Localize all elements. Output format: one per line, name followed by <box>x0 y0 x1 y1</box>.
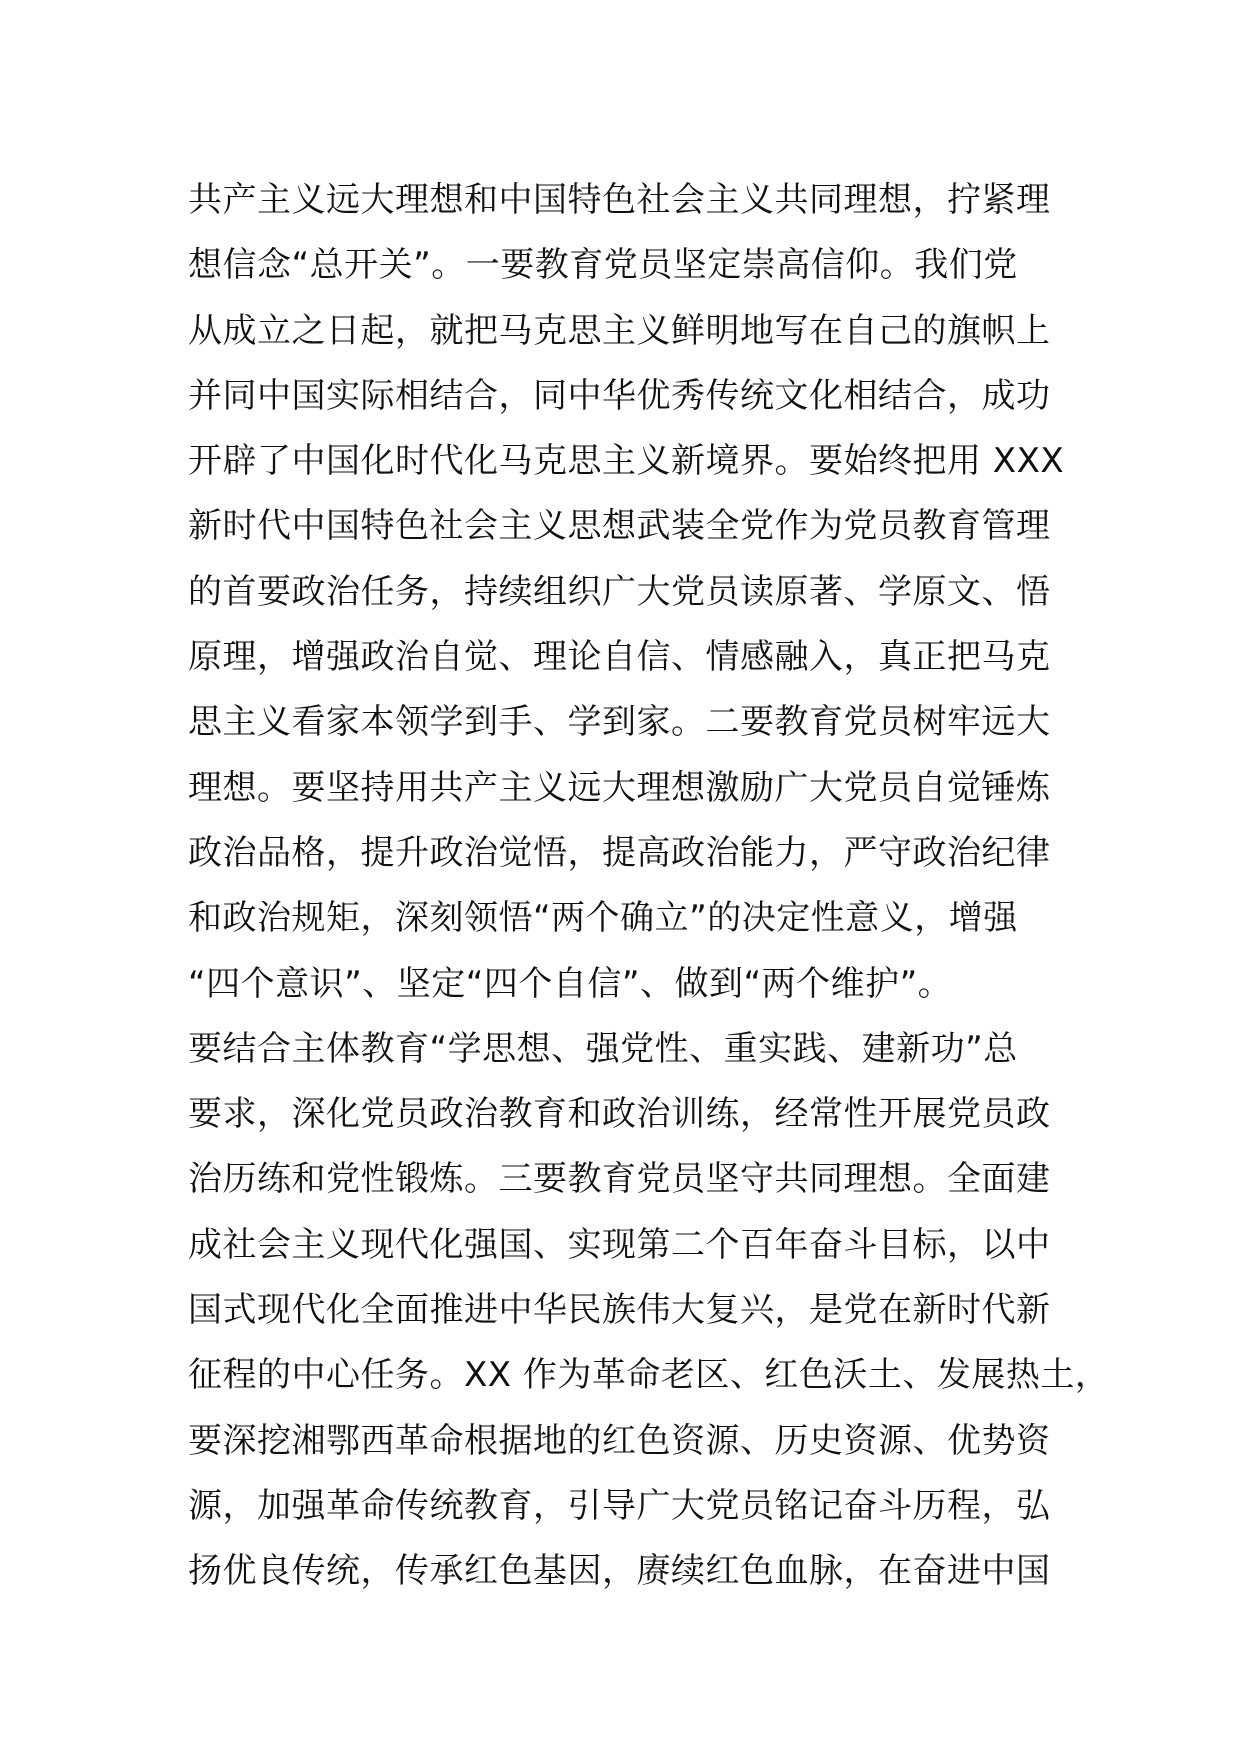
text-line: 的首要政治任务，持续组织广大党员读原著、学原文、悟 <box>188 571 1051 612</box>
text-line: 想信念“总开关”。一要教育党员坚定崇高信仰。我们党 <box>188 245 1018 286</box>
text-line: 从成立之日起，就把马克思主义鲜明地写在自己的旗帜上 <box>188 310 1051 351</box>
text-line: 征程的中心任务。XX 作为革命老区、红色沃土、发展热土， <box>188 1355 1110 1396</box>
text-line: 原理，增强政治自觉、理论自信、情感融入，真正把马克 <box>188 637 1051 678</box>
text-line: 要结合主体教育“学思想、强党性、重实践、建新功”总 <box>188 1028 1018 1069</box>
text-line: 成社会主义现代化强国、实现第二个百年奋斗目标，以中 <box>188 1224 1051 1265</box>
text-line: 思主义看家本领学到手、学到家。二要教育党员树牢远大 <box>188 702 1051 743</box>
text-line: 治历练和党性锻炼。三要教育党员坚守共同理想。全面建 <box>188 1159 1051 1200</box>
text-line: 共产主义远大理想和中国特色社会主义共同理想，拧紧理 <box>188 180 1051 220</box>
text-line: 理想。要坚持用共产主义远大理想激励广大党员自觉锤炼 <box>188 767 1051 808</box>
text-line: “四个意识”、坚定“四个自信”、做到“两个维护”。 <box>188 963 953 1004</box>
text-line: 开辟了中国化时代化马克思主义新境界。要始终把用 XXX <box>188 441 1065 482</box>
text-line: 国式现代化全面推进中华民族伟大复兴，是党在新时代新 <box>188 1290 1051 1331</box>
text-line: 和政治规矩，深刻领悟“两个确立”的决定性意义，增强 <box>188 898 1018 939</box>
text-line: 扬优良传统，传承红色基因，赓续红色血脉，在奋进中国 <box>188 1551 1051 1592</box>
text-line: 要深挖湘鄂西革命根据地的红色资源、历史资源、优势资 <box>188 1420 1051 1461</box>
text-line: 源，加强革命传统教育，引导广大党员铭记奋斗历程，弘 <box>188 1485 1051 1526</box>
text-line: 要求，深化党员政治教育和政治训练，经常性开展党员政 <box>188 1094 1051 1135</box>
text-line: 并同中国实际相结合，同中华优秀传统文化相结合，成功 <box>188 375 1051 416</box>
text-line: 政治品格，提升政治觉悟，提高政治能力，严守政治纪律 <box>188 832 1051 873</box>
text-line: 新时代中国特色社会主义思想武装全党作为党员教育管理 <box>188 506 1051 547</box>
body-paragraph <box>188 168 1110 1605</box>
